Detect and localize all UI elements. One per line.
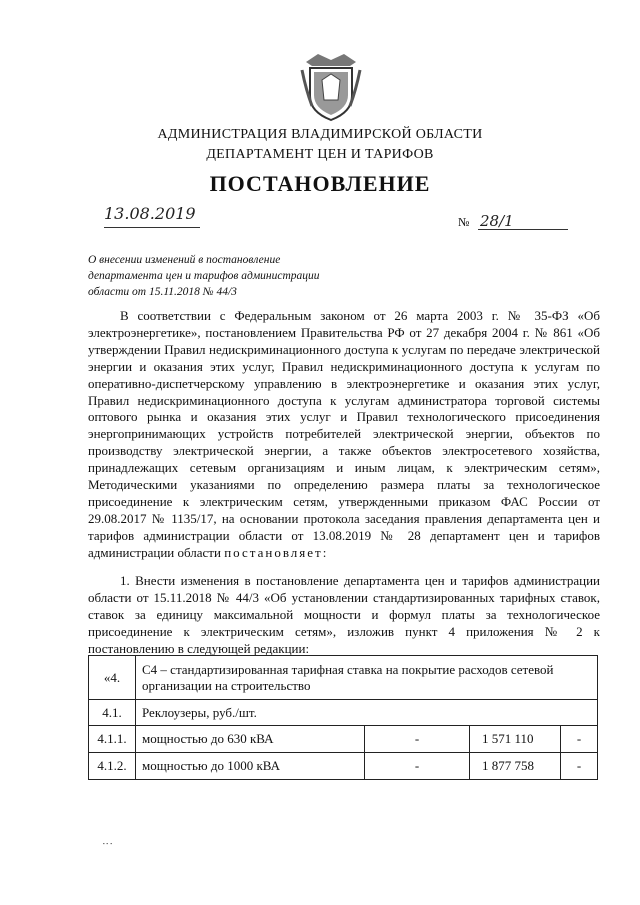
clause-1-paragraph: 1. Внести изменения в постановление департамента цен и тарифов администрации области от 15.11.2018 № 44/3 «Об установлении стандартизированных тарифных ставок, ставок за единицу максимальной мощности и формул платы за технологическое присоединение к электрическим сетям», изложив пункт 4 приложения № 2 к постановлению в следующей редакции: (88, 573, 600, 656)
preamble-text: В соответствии с Федеральным законом от 26 марта 2003 г. № 35-ФЗ «Об электроэнергетике», постановлением Правительства РФ от 27 декабря 2004 г. № 861 «Об утверждении Правил недискриминационного доступа к услугам по передаче электрической энергии и оказания этих услуг, Правил недискриминационного доступа к услугам по оперативно-диспетчерскому управлению в электроэнергетике и оказания этих услуг, Правил недискриминационного доступа к услугам администратора торговой системы оптового рынка и оказания этих услуг и Правил технологического присоединения энергопринимающих устройств потребителей электрической энергии, объектов по производству электрической энергии, а также объектов электросетевого хозяйства, принадлежащих сетевым организациям и иным лицам, к электрическим сетям», Методическими указаниями по определению размера платы за технологическое присоединение к электрическим сетям, утвержденными приказом ФАС России от 29.08.2017 № 1135/17, на основании протокола заседания правления департамента цен и тарифов администрации области от 13.08.2019 № 28 департамент цен и тарифов администрации области (88, 308, 600, 560)
number-label: № (458, 215, 470, 229)
resolves-verb: постановляет: (224, 544, 329, 560)
table-cell-value: - (561, 726, 598, 753)
document-title: ПОСТАНОВЛЕНИЕ (209, 171, 431, 196)
date-handwritten: 13.08.2019 (104, 204, 196, 223)
number-handwritten: 28/1 (480, 212, 514, 230)
table-cell-value: 1 571 110 (470, 726, 561, 753)
document-date (104, 204, 200, 230)
tariff-table (88, 655, 598, 780)
table-cell-num: 4.1. (89, 700, 136, 726)
table-cell-text: С4 – стандартизированная тарифная ставка на покрытие расходов сетевой организации на строительство (136, 656, 598, 700)
table-row (89, 656, 598, 700)
table-row (89, 753, 598, 780)
document-number (458, 210, 568, 232)
margin-mark: ⋮ (101, 838, 113, 849)
coat-of-arms-emblem (300, 50, 362, 122)
table-cell-num: 4.1.2. (89, 753, 136, 780)
table-cell-value: - (561, 753, 598, 780)
table-row (89, 726, 598, 753)
table-cell-num: «4. (89, 656, 136, 700)
table-cell-text: Реклоузеры, руб./шт. (136, 700, 598, 726)
table-cell-text: мощностью до 630 кВА (136, 726, 365, 753)
document-subject (88, 252, 368, 300)
table-cell-num: 4.1.1. (89, 726, 136, 753)
table-row (89, 700, 598, 726)
subject-line: О внесении изменений в постановление (88, 254, 281, 266)
preamble-paragraph (88, 308, 600, 562)
table-cell-text: мощностью до 1000 кВА (136, 753, 365, 780)
subject-line: области от 15.11.2018 № 44/3 (88, 286, 237, 298)
organization-name: АДМИНИСТРАЦИЯ ВЛАДИМИРСКОЙ ОБЛАСТИ (157, 127, 483, 142)
table-cell-value: - (365, 753, 470, 780)
table-cell-value: - (365, 726, 470, 753)
subject-line: департамента цен и тарифов администрации (88, 270, 320, 282)
table-cell-value: 1 877 758 (470, 753, 561, 780)
department-name: ДЕПАРТАМЕНТ ЦЕН И ТАРИФОВ (206, 147, 434, 162)
